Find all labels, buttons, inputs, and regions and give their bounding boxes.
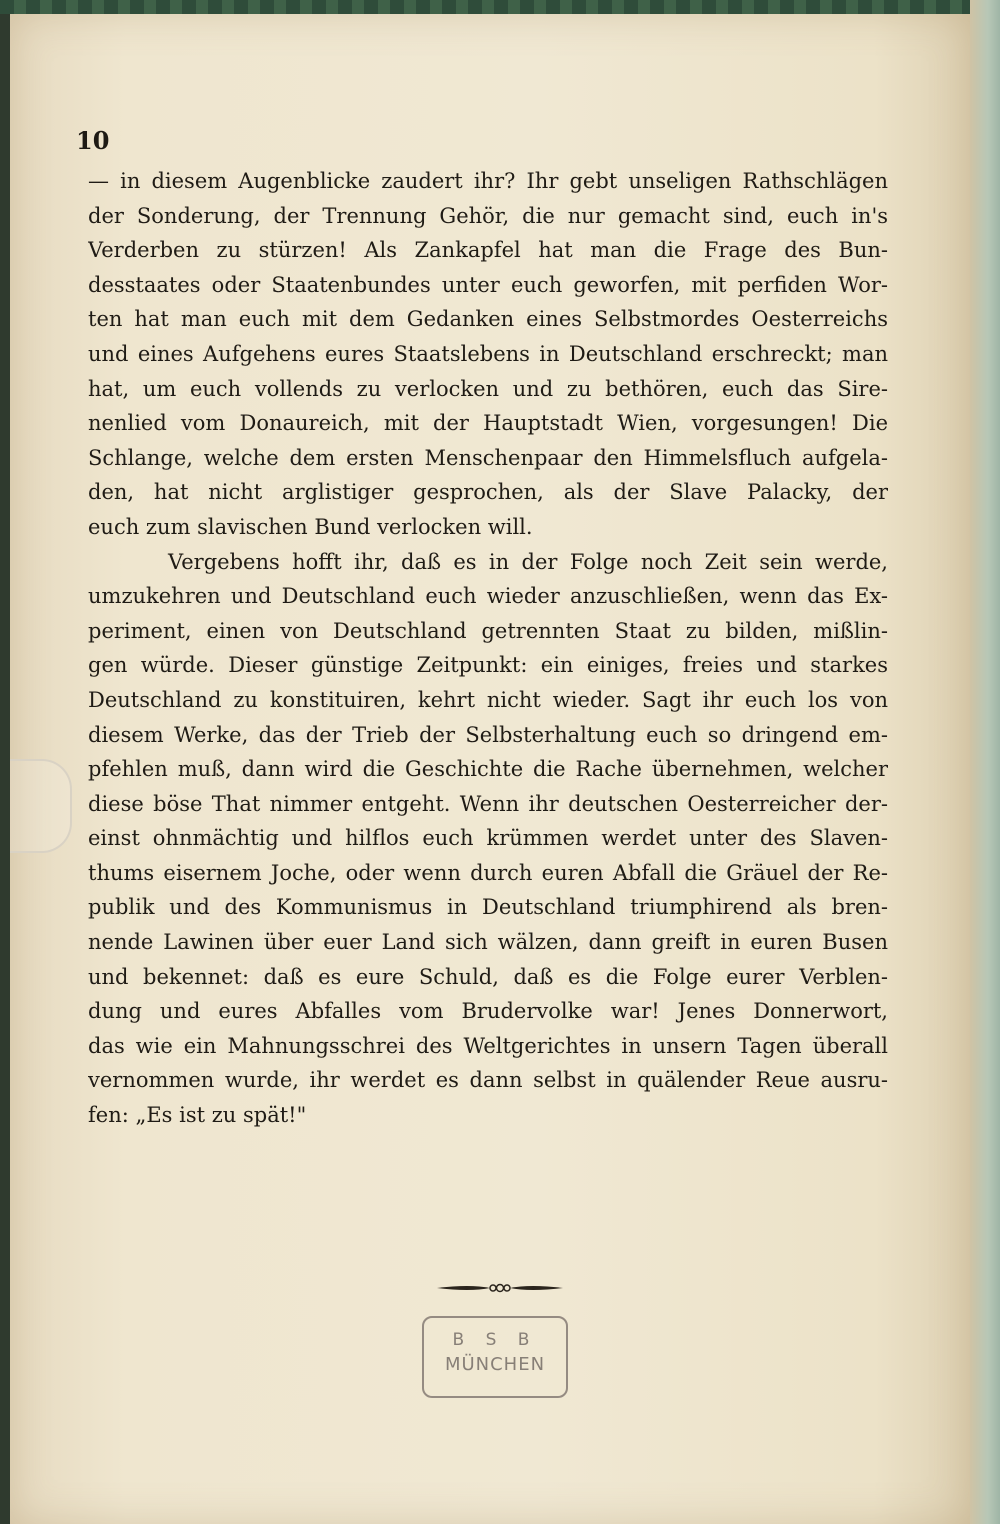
page-edge [970,0,1000,1524]
text-line: gen würde. Dieser günstige Zeitpunkt: ein einiges, freies und starkes [88,653,888,678]
text-line: pfehlen muß, dann wird die Geschichte die Rache übernehmen, welcher [88,757,888,782]
body-text [88,164,888,1133]
text-line: periment, einen von Deutschland getrennten Staat zu bilden, mißlin- [88,618,888,643]
text-line: euch zum slavischen Bund verlocken will. [88,514,533,539]
library-stamp [422,1316,568,1398]
text-line: Vergebens hofft ihr, daß es in der Folge noch Zeit sein werde, [168,549,888,574]
text-line: publik und des Kommunismus in Deutschland triumphirend als bren- [88,895,888,920]
text-line: — in diesem Augenblicke zaudert ihr? Ihr gebt unseligen Rathschlägen [88,169,888,193]
text-line: umzukehren und Deutschland euch wieder anzuschließen, wenn das Ex- [88,584,888,609]
stamp-line-2: MÜNCHEN [444,1354,546,1375]
stamp-line-1: B S B [452,1330,538,1350]
text-line: nenlied vom Donaureich, mit der Hauptstadt Wien, vorgesungen! Die [88,411,888,436]
text-line: der Sonderung, der Trennung Gehör, die nur gemacht sind, euch in's [88,203,888,228]
text-line: ten hat man euch mit dem Gedanken eines Selbstmordes Oesterreichs [88,307,888,332]
paragraph-2 [88,545,888,1133]
text-line: vernommen wurde, ihr werdet es dann selbst in quälender Reue ausru- [88,1068,888,1093]
text-line: und bekennet: daß es eure Schuld, daß es die Folge eurer Verblen- [88,964,888,989]
text-line: thums eisernem Joche, oder wenn durch euren Abfall die Gräuel der Re- [88,860,888,885]
text-line: fen: „Es ist zu spät!" [88,1103,307,1128]
text-line: diese böse That nimmer entgeht. Wenn ihr deutschen Oesterreicher der- [88,791,888,816]
text-line: desstaates oder Staatenbundes unter euch geworfen, mit perfiden Wor- [88,272,888,297]
text-line: Schlange, welche dem ersten Menschenpaar den Himmelsfluch aufgela- [88,445,888,470]
text-line: Verderben zu stürzen! Als Zankapfel hat man die Frage des Bun- [88,238,888,263]
page-tab-mark [10,759,72,853]
top-binding-band [0,0,1000,14]
text-line: dung und eures Abfalles vom Brudervolke war! Jenes Donnerwort, [88,999,888,1024]
text-line: Deutschland zu konstituiren, kehrt nicht wieder. Sagt ihr euch los von [88,687,888,712]
text-line: hat, um euch vollends zu verlocken und zu bethören, euch das Sire- [88,376,888,401]
text-line: den, hat nicht arglistiger gesprochen, als der Slave Palacky, der [88,480,888,505]
page-number: 10 [76,126,110,155]
text-line: und eines Aufgehens eures Staatslebens in Deutschland erschreckt; man [88,341,888,366]
paragraph-1 [88,164,888,545]
text-line: nende Lawinen über euer Land sich wälzen, dann greift in euren Busen [88,930,888,955]
book-page [10,14,970,1524]
text-line: einst ohnmächtig und hilflos euch krümmen werdet unter des Slaven- [88,826,888,851]
text-line: diesem Werke, das der Trieb der Selbsterhaltung euch so dringend em- [88,722,888,747]
end-ornament-icon [435,1280,565,1296]
text-line: das wie ein Mahnungsschrei des Weltgerichtes in unsern Tagen überall [88,1033,888,1058]
